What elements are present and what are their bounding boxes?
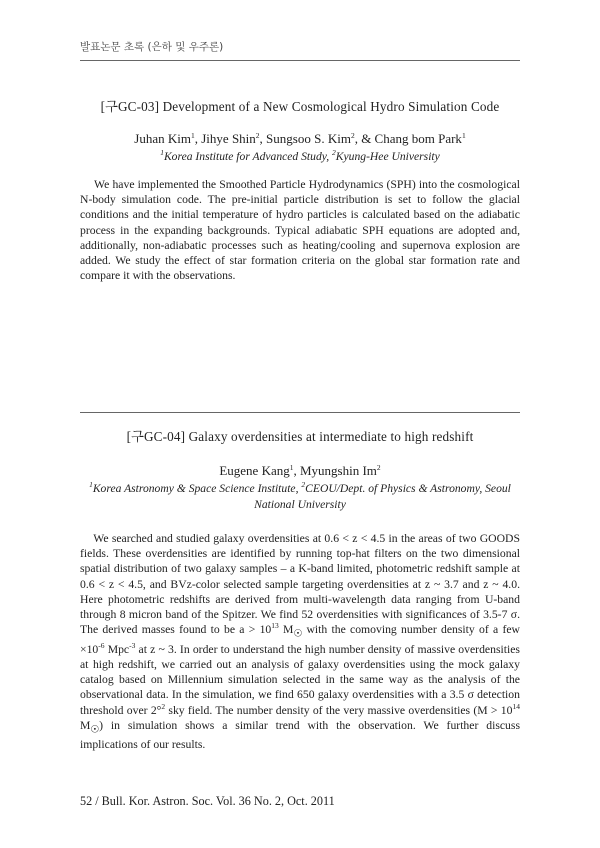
abstract-affiliation: $^1$Korea Astronomy & Space Science Institute, $^2$CEOU/Dept. of Physics & Astronomy, Seoul National University	[89, 480, 511, 511]
page-footer: 52 / Bull. Kor. Astron. Soc. Vol. 36 No. 2, Oct. 2011	[80, 794, 335, 808]
abstract-gc-03	[80, 96, 520, 283]
abstract-authors: Eugene Kang$^1$, Myungshin Im$^2$	[219, 463, 381, 478]
section-rule	[80, 412, 520, 413]
abstract-title: [구GC-04] Galaxy overdensities at intermediate to high redshift	[126, 429, 474, 444]
abstract-body: We have implemented the Smoothed Particle Hydrodynamics (SPH) into the cosmological N-body simulation code. The pre-initial particle distribution is set to follow the glacial conditions and the initial temperature of hydro particles is calculated based on the adiabatic process in the expanding backgrounds. Typical adiabatic SPH equations are adopted and, additionally, non-adiabatic processes such as heating/cooling and supernova explosion are added. We study the effect of star formation criteria on the global star formation rate and compare it with the observations.	[80, 178, 520, 283]
abstract-title: [구GC-03] Development of a New Cosmological Hydro Simulation Code	[100, 99, 500, 114]
header-rule	[80, 60, 520, 61]
running-head: 발표논문 초록 (은하 및 우주론)	[80, 41, 224, 53]
abstract-authors: Juhan Kim$^1$, Jihye Shin$^2$, Sungsoo S. Kim$^2$, & Chang bom Park$^1$	[134, 131, 466, 146]
abstract-body: We searched and studied galaxy overdensities at 0.6 < z < 4.5 in the areas of two GOODS fields. These overdensities are identified by running top-hat filters on the two dimensional spatial distribution of two galaxy samples – a K-band limited, photometric redshift sample at 0.6 < z < 4.5, and BVz-color selected sample targeting overdensities at z ~ 3.7 and z ~ 4.0. Here photometric redshifts are derived from multi-wavelength data ranging from U-band through 8 micron band of the Spitzer. We find 52 overdensities with significances of 3.5-7 σ. The derived masses found to be $a > 10^{13}$ $M_☉$ with the comoving number density of a few $\times 10^{-6}$ Mpc$^{-3}$ at z ~ 3. In order to understand the high number density of massive overdensities at high redshift, we carried out an analysis of galaxy overdensities using the mock galaxy catalog based on Millennium simulation selected in the same way as the analysis of the observational data. In the simulation, we find 650 galaxy overdensities with a 3.5 σ detection threshold over 2°$^2$ sky field. The number density of the very massive overdensities ($M > 10^{14}$ $M_☉$) in simulation shows a similar trend with the observation. We further discuss implications of our results.	[80, 532, 520, 752]
abstract-gc-04	[80, 426, 520, 753]
abstract-affiliation: $^1$Korea Institute for Advanced Study, $^2$Kyung-Hee University	[160, 148, 440, 163]
